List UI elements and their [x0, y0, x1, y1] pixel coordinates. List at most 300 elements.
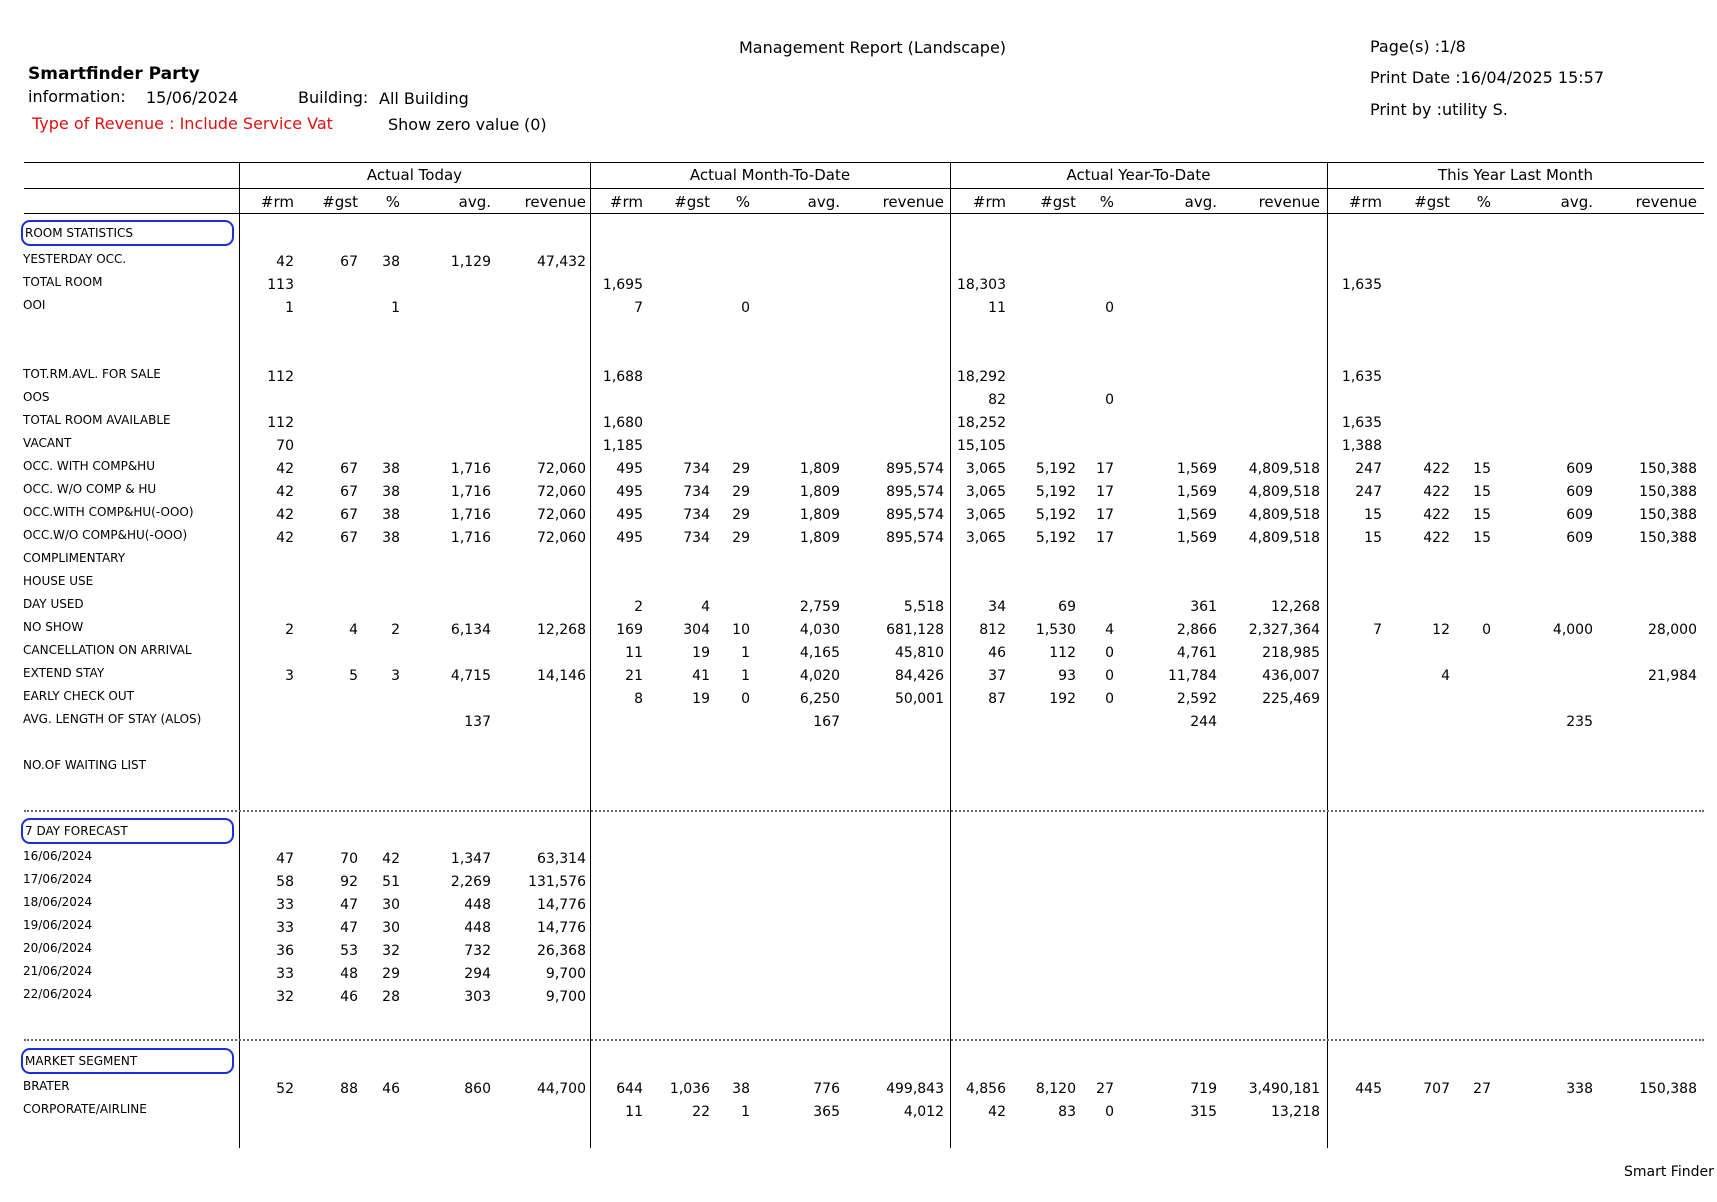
row-label: COMPLIMENTARY	[23, 551, 126, 565]
cell-gst: 12	[1432, 622, 1450, 638]
cell-pct: 46	[382, 1081, 400, 1097]
row-label: OCC. WITH COMP&HU	[23, 459, 155, 473]
cell-gst: 93	[1058, 668, 1076, 684]
cell-avg: 6,134	[450, 622, 491, 638]
cell-rm: 42	[988, 1104, 1006, 1120]
cell-gst: 46	[340, 989, 358, 1005]
row-label: TOTAL ROOM	[23, 275, 103, 289]
cell-rm: 46	[988, 645, 1006, 661]
cell-revenue: 21,984	[1648, 668, 1697, 684]
cell-rm: 4,856	[965, 1081, 1006, 1097]
cell-revenue: 28,000	[1648, 622, 1697, 638]
cell-gst: 67	[340, 461, 358, 477]
cell-revenue: 72,060	[537, 507, 586, 523]
row-label: 16/06/2024	[23, 849, 93, 863]
cell-revenue: 895,574	[886, 484, 944, 500]
cell-rm: 34	[988, 599, 1006, 615]
cell-rm: 1,635	[1341, 369, 1382, 385]
column-header-pct: %	[735, 193, 750, 211]
cell-pct: 29	[732, 507, 750, 523]
table-row	[0, 643, 1717, 663]
cell-gst: 70	[340, 851, 358, 867]
cell-rm: 7	[634, 300, 643, 316]
cell-rm: 495	[616, 530, 643, 546]
cell-avg: 235	[1566, 714, 1593, 730]
cell-rm: 1,680	[602, 415, 643, 431]
cell-gst: 67	[340, 507, 358, 523]
cell-avg: 776	[813, 1081, 840, 1097]
column-header-avg: avg.	[458, 193, 491, 211]
table-row	[0, 505, 1717, 525]
group-last-month: This Year Last Month	[1438, 166, 1593, 184]
cell-revenue: 14,776	[537, 920, 586, 936]
cell-pct: 0	[1482, 622, 1491, 638]
cell-gst: 734	[683, 507, 710, 523]
cell-rm: 42	[276, 484, 294, 500]
cell-pct: 29	[732, 461, 750, 477]
cell-gst: 41	[692, 668, 710, 684]
cell-gst: 422	[1423, 507, 1450, 523]
cell-gst: 734	[683, 484, 710, 500]
cell-gst: 1,530	[1035, 622, 1076, 638]
cell-rm: 11	[625, 1104, 643, 1120]
row-label: TOT.RM.AVL. FOR SALE	[23, 367, 161, 381]
cell-rm: 3,065	[965, 484, 1006, 500]
cell-rm: 87	[988, 691, 1006, 707]
zero-label: Show zero value	[388, 115, 520, 134]
column-header-rm: #rm	[1348, 193, 1382, 211]
column-header-avg: avg.	[1560, 193, 1593, 211]
cell-rm: 495	[616, 461, 643, 477]
table-subheader-rule	[24, 188, 1704, 189]
cell-pct: 38	[732, 1081, 750, 1097]
row-label: NO.OF WAITING LIST	[23, 758, 146, 772]
cell-avg: 1,809	[799, 484, 840, 500]
cell-rm: 3,065	[965, 461, 1006, 477]
table-row	[0, 1079, 1717, 1099]
table-row	[0, 298, 1717, 318]
cell-pct: 10	[732, 622, 750, 638]
column-header-revenue: revenue	[882, 193, 944, 211]
row-label: 20/06/2024	[23, 941, 93, 955]
cell-rm: 15	[1364, 507, 1382, 523]
table-row	[0, 482, 1717, 502]
cell-gst: 53	[340, 943, 358, 959]
cell-rm: 33	[276, 897, 294, 913]
cell-rm: 8	[634, 691, 643, 707]
cell-pct: 29	[732, 484, 750, 500]
cell-rm: 42	[276, 530, 294, 546]
cell-revenue: 13,218	[1271, 1104, 1320, 1120]
cell-rm: 495	[616, 484, 643, 500]
cell-rm: 18,252	[957, 415, 1006, 431]
section-7-day-forecast: 7 DAY FORECAST	[21, 818, 234, 844]
cell-gst: 83	[1058, 1104, 1076, 1120]
cell-avg: 1,129	[450, 254, 491, 270]
cell-avg: 1,569	[1176, 461, 1217, 477]
cell-revenue: 44,700	[537, 1081, 586, 1097]
section-market-segment: MARKET SEGMENT	[21, 1048, 234, 1074]
cell-avg: 448	[464, 920, 491, 936]
cell-gst: 707	[1423, 1081, 1450, 1097]
cell-gst: 734	[683, 461, 710, 477]
cell-avg: 2,866	[1176, 622, 1217, 638]
page-count: Page(s) :1/8	[1370, 37, 1466, 56]
table-header-rule	[24, 213, 1704, 214]
cell-gst: 48	[340, 966, 358, 982]
cell-rm: 42	[276, 507, 294, 523]
cell-avg: 4,030	[799, 622, 840, 638]
cell-pct: 27	[1096, 1081, 1114, 1097]
cell-gst: 67	[340, 530, 358, 546]
cell-rm: 3,065	[965, 530, 1006, 546]
table-row	[0, 895, 1717, 915]
column-header-rm: #rm	[609, 193, 643, 211]
cell-pct: 15	[1473, 530, 1491, 546]
row-label: 21/06/2024	[23, 964, 93, 978]
cell-rm: 1,185	[602, 438, 643, 454]
cell-avg: 609	[1566, 530, 1593, 546]
cell-gst: 422	[1423, 484, 1450, 500]
table-row	[0, 528, 1717, 548]
table-row	[0, 689, 1717, 709]
cell-pct: 29	[732, 530, 750, 546]
cell-revenue: 72,060	[537, 530, 586, 546]
table-row	[0, 597, 1717, 617]
cell-pct: 1	[741, 668, 750, 684]
column-header-pct: %	[385, 193, 400, 211]
table-row	[0, 1102, 1717, 1122]
cell-pct: 1	[391, 300, 400, 316]
cell-revenue: 895,574	[886, 507, 944, 523]
cell-gst: 22	[692, 1104, 710, 1120]
cell-avg: 609	[1566, 461, 1593, 477]
cell-avg: 1,347	[450, 851, 491, 867]
column-header-rm: #rm	[260, 193, 294, 211]
row-label: EXTEND STAY	[23, 666, 105, 680]
building-label: Building:	[298, 88, 369, 107]
cell-revenue: 150,388	[1639, 484, 1697, 500]
info-label: information:	[28, 87, 126, 106]
cell-pct: 15	[1473, 461, 1491, 477]
cell-gst: 5,192	[1035, 530, 1076, 546]
cell-pct: 17	[1096, 461, 1114, 477]
table-row	[0, 459, 1717, 479]
column-header-gst: #gst	[674, 193, 710, 211]
row-label: 19/06/2024	[23, 918, 93, 932]
section-separator	[24, 1039, 1704, 1041]
cell-rm: 58	[276, 874, 294, 890]
cell-avg: 1,569	[1176, 484, 1217, 500]
row-label: BRATER	[23, 1079, 70, 1093]
row-label: AVG. LENGTH OF STAY (ALOS)	[23, 712, 202, 726]
cell-pct: 1	[741, 1104, 750, 1120]
cell-pct: 17	[1096, 530, 1114, 546]
cell-avg: 244	[1190, 714, 1217, 730]
zero-value: (0)	[524, 115, 547, 134]
cell-revenue: 681,128	[886, 622, 944, 638]
cell-pct: 15	[1473, 484, 1491, 500]
cell-pct: 15	[1473, 507, 1491, 523]
cell-avg: 860	[464, 1081, 491, 1097]
cell-revenue: 5,518	[903, 599, 944, 615]
table-row	[0, 574, 1717, 594]
cell-revenue: 63,314	[537, 851, 586, 867]
cell-revenue: 218,985	[1262, 645, 1320, 661]
cell-rm: 21	[625, 668, 643, 684]
cell-revenue: 2,327,364	[1248, 622, 1320, 638]
cell-rm: 42	[276, 254, 294, 270]
footer-brand: Smart Finder	[1624, 1164, 1714, 1180]
group-month-to-date: Actual Month-To-Date	[689, 166, 851, 184]
cell-revenue: 150,388	[1639, 461, 1697, 477]
row-label: OOS	[23, 390, 50, 404]
table-row	[0, 413, 1717, 433]
cell-avg: 1,809	[799, 507, 840, 523]
cell-avg: 11,784	[1168, 668, 1217, 684]
cell-gst: 67	[340, 484, 358, 500]
group-actual-today: Actual Today	[366, 166, 463, 184]
cell-gst: 734	[683, 530, 710, 546]
cell-revenue: 150,388	[1639, 507, 1697, 523]
cell-avg: 609	[1566, 484, 1593, 500]
cell-avg: 1,569	[1176, 530, 1217, 546]
cell-pct: 38	[382, 461, 400, 477]
column-header-gst: #gst	[1414, 193, 1450, 211]
cell-rm: 11	[988, 300, 1006, 316]
row-label: OCC. W/O COMP & HU	[23, 482, 157, 496]
cell-pct: 0	[1105, 668, 1114, 684]
cell-rm: 36	[276, 943, 294, 959]
column-header-gst: #gst	[322, 193, 358, 211]
cell-rm: 3	[285, 668, 294, 684]
cell-avg: 4,715	[450, 668, 491, 684]
cell-revenue: 4,809,518	[1248, 461, 1320, 477]
cell-revenue: 9,700	[545, 989, 586, 1005]
cell-gst: 19	[692, 691, 710, 707]
cell-avg: 4,000	[1552, 622, 1593, 638]
cell-pct: 3	[391, 668, 400, 684]
column-header-pct: %	[1099, 193, 1114, 211]
cell-avg: 4,165	[799, 645, 840, 661]
cell-avg: 1,809	[799, 461, 840, 477]
cell-pct: 30	[382, 897, 400, 913]
table-row	[0, 367, 1717, 387]
cell-rm: 7	[1373, 622, 1382, 638]
cell-avg: 365	[813, 1104, 840, 1120]
cell-revenue: 45,810	[895, 645, 944, 661]
cell-rm: 112	[267, 415, 294, 431]
cell-rm: 52	[276, 1081, 294, 1097]
cell-gst: 4	[1441, 668, 1450, 684]
cell-avg: 719	[1190, 1081, 1217, 1097]
cell-pct: 29	[382, 966, 400, 982]
cell-rm: 644	[616, 1081, 643, 1097]
cell-rm: 33	[276, 920, 294, 936]
cell-pct: 0	[741, 691, 750, 707]
cell-rm: 495	[616, 507, 643, 523]
cell-gst: 422	[1423, 530, 1450, 546]
cell-gst: 192	[1049, 691, 1076, 707]
cell-gst: 88	[340, 1081, 358, 1097]
cell-revenue: 436,007	[1262, 668, 1320, 684]
cell-avg: 4,761	[1176, 645, 1217, 661]
cell-pct: 51	[382, 874, 400, 890]
cell-pct: 4	[1105, 622, 1114, 638]
cell-gst: 422	[1423, 461, 1450, 477]
cell-rm: 42	[276, 461, 294, 477]
cell-revenue: 50,001	[895, 691, 944, 707]
table-row	[0, 252, 1717, 272]
column-header-revenue: revenue	[524, 193, 586, 211]
table-row	[0, 941, 1717, 961]
cell-revenue: 84,426	[895, 668, 944, 684]
cell-revenue: 895,574	[886, 461, 944, 477]
table-row	[0, 620, 1717, 640]
row-label: CORPORATE/AIRLINE	[23, 1102, 147, 1116]
cell-gst: 67	[340, 254, 358, 270]
cell-avg: 6,250	[799, 691, 840, 707]
row-label: 18/06/2024	[23, 895, 93, 909]
column-header-avg: avg.	[807, 193, 840, 211]
cell-pct: 0	[741, 300, 750, 316]
cell-rm: 15	[1364, 530, 1382, 546]
table-row	[0, 872, 1717, 892]
table-row	[0, 712, 1717, 732]
cell-pct: 32	[382, 943, 400, 959]
cell-revenue: 4,809,518	[1248, 530, 1320, 546]
cell-gst: 304	[683, 622, 710, 638]
cell-avg: 732	[464, 943, 491, 959]
group-year-to-date: Actual Year-To-Date	[1066, 166, 1211, 184]
cell-rm: 82	[988, 392, 1006, 408]
cell-rm: 1	[285, 300, 294, 316]
cell-gst: 4	[701, 599, 710, 615]
info-date: 15/06/2024	[146, 88, 239, 107]
cell-gst: 4	[349, 622, 358, 638]
table-row	[0, 275, 1717, 295]
cell-pct: 17	[1096, 484, 1114, 500]
cell-rm: 11	[625, 645, 643, 661]
table-row	[0, 735, 1717, 755]
section-room-statistics: ROOM STATISTICS	[21, 220, 234, 246]
cell-avg: 1,716	[450, 507, 491, 523]
cell-pct: 38	[382, 254, 400, 270]
cell-rm: 37	[988, 668, 1006, 684]
cell-revenue: 150,388	[1639, 530, 1697, 546]
row-label: OCC.W/O COMP&HU(-OOO)	[23, 528, 188, 542]
row-label: OCC.WITH COMP&HU(-OOO)	[23, 505, 194, 519]
table-row	[0, 390, 1717, 410]
cell-revenue: 150,388	[1639, 1081, 1697, 1097]
cell-rm: 3,065	[965, 507, 1006, 523]
table-row	[0, 551, 1717, 571]
row-label: 17/06/2024	[23, 872, 93, 886]
cell-avg: 2,592	[1176, 691, 1217, 707]
cell-revenue: 4,012	[903, 1104, 944, 1120]
column-header-avg: avg.	[1184, 193, 1217, 211]
cell-revenue: 14,146	[537, 668, 586, 684]
cell-pct: 0	[1105, 392, 1114, 408]
column-header-revenue: revenue	[1258, 193, 1320, 211]
report-title: Management Report (Landscape)	[739, 38, 1007, 57]
cell-rm: 247	[1355, 484, 1382, 500]
cell-revenue: 72,060	[537, 461, 586, 477]
row-label: TOTAL ROOM AVAILABLE	[23, 413, 171, 427]
cell-rm: 47	[276, 851, 294, 867]
cell-revenue: 12,268	[1271, 599, 1320, 615]
cell-gst: 5,192	[1035, 507, 1076, 523]
cell-revenue: 26,368	[537, 943, 586, 959]
cell-rm: 247	[1355, 461, 1382, 477]
cell-rm: 70	[276, 438, 294, 454]
cell-avg: 609	[1566, 507, 1593, 523]
cell-pct: 2	[391, 622, 400, 638]
cell-avg: 1,716	[450, 484, 491, 500]
cell-gst: 92	[340, 874, 358, 890]
cell-pct: 0	[1105, 691, 1114, 707]
cell-revenue: 47,432	[537, 254, 586, 270]
cell-gst: 5,192	[1035, 461, 1076, 477]
cell-rm: 112	[267, 369, 294, 385]
cell-rm: 2	[285, 622, 294, 638]
row-label: HOUSE USE	[23, 574, 94, 588]
cell-revenue: 131,576	[528, 874, 586, 890]
row-label: YESTERDAY OCC.	[23, 252, 127, 266]
table-row	[0, 987, 1717, 1007]
cell-avg: 1,809	[799, 530, 840, 546]
cell-revenue: 3,490,181	[1248, 1081, 1320, 1097]
cell-revenue: 9,700	[545, 966, 586, 982]
cell-rm: 169	[616, 622, 643, 638]
cell-rm: 1,688	[602, 369, 643, 385]
cell-revenue: 895,574	[886, 530, 944, 546]
table-row	[0, 758, 1717, 778]
cell-pct: 38	[382, 530, 400, 546]
cell-avg: 1,569	[1176, 507, 1217, 523]
print-date: Print Date :16/04/2025 15:57	[1370, 68, 1605, 87]
cell-pct: 0	[1105, 300, 1114, 316]
cell-pct: 30	[382, 920, 400, 936]
column-header-revenue: revenue	[1635, 193, 1697, 211]
cell-pct: 27	[1473, 1081, 1491, 1097]
cell-avg: 137	[464, 714, 491, 730]
cell-pct: 28	[382, 989, 400, 1005]
cell-pct: 42	[382, 851, 400, 867]
row-label: 22/06/2024	[23, 987, 93, 1001]
cell-gst: 5,192	[1035, 484, 1076, 500]
cell-pct: 0	[1105, 645, 1114, 661]
row-label: CANCELLATION ON ARRIVAL	[23, 643, 192, 657]
cell-avg: 448	[464, 897, 491, 913]
building-value: All Building	[379, 89, 469, 108]
cell-gst: 5	[349, 668, 358, 684]
cell-rm: 15,105	[957, 438, 1006, 454]
revenue-type: Type of Revenue : Include Service Vat	[32, 114, 333, 133]
cell-avg: 1,716	[450, 530, 491, 546]
table-top-rule	[24, 162, 1704, 163]
cell-gst: 47	[340, 920, 358, 936]
cell-rm: 1,695	[602, 277, 643, 293]
cell-revenue: 12,268	[537, 622, 586, 638]
cell-pct: 1	[741, 645, 750, 661]
row-label: EARLY CHECK OUT	[23, 689, 134, 703]
cell-avg: 167	[813, 714, 840, 730]
cell-avg: 4,020	[799, 668, 840, 684]
company-name: Smartfinder Party	[28, 64, 200, 84]
column-header-gst: #gst	[1040, 193, 1076, 211]
cell-avg: 361	[1190, 599, 1217, 615]
